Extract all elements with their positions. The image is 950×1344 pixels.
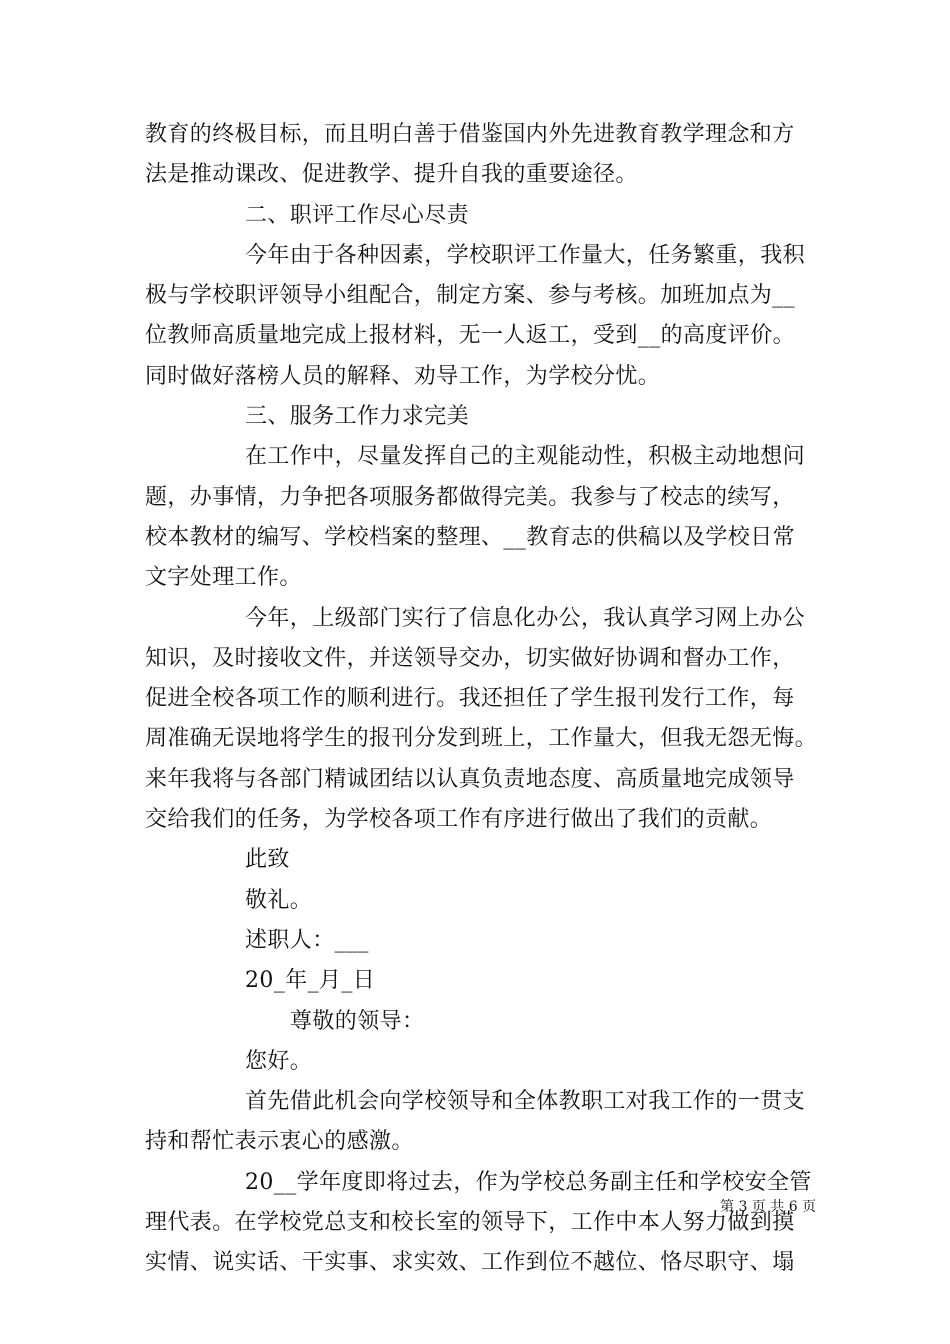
text-line: 知识，及时接收文件，并送领导交办，切实做好协调和督办工作， xyxy=(145,645,795,671)
text-line: 持和帮忙表示衷心的感激。 xyxy=(145,1129,414,1155)
salutation: 尊敬的领导： xyxy=(290,1008,425,1034)
text-line: 首先借此机会向学校领导和全体教职工对我工作的一贯支 xyxy=(245,1089,806,1115)
text-line: 来年我将与各部门精诚团结以认真负责地态度、高质量地完成领导 xyxy=(145,766,795,792)
text-line: 同时做好落榜人员的解释、劝导工作，为学校分忧。 xyxy=(145,363,661,389)
page-number: 第 3 页 共 6 页 xyxy=(720,1199,817,1215)
text-line: 校本教材的编写、学校档案的整理、__教育志的供稿以及学校日常 xyxy=(145,524,796,550)
text-line: 位教师高质量地完成上报材料，无一人返工，受到__的高度评价。 xyxy=(145,323,796,349)
signature-line: 述职人：___ xyxy=(245,927,369,953)
section-heading: 三、服务工作力求完美 xyxy=(245,404,470,430)
text-line: 理代表。在学校党总支和校长室的领导下，工作中本人努力做到摸 xyxy=(145,1210,795,1236)
closing-line: 此致 xyxy=(245,847,290,873)
text-line: 今年，上级部门实行了信息化办公，我认真学习网上办公 xyxy=(245,605,806,631)
closing-line: 敬礼。 xyxy=(245,887,313,913)
text-line: 今年由于各种因素，学校职评工作量大，任务繁重，我积 xyxy=(245,242,806,268)
text-line: 促进全校各项工作的顺利进行。我还担任了学生报刊发行工作，每 xyxy=(145,686,795,712)
text-line: 实情、说实话、干实事、求实效、工作到位不越位、恪尽职守、塌 xyxy=(145,1250,795,1276)
section-heading: 二、职评工作尽心尽责 xyxy=(245,202,470,228)
greeting: 您好。 xyxy=(245,1048,313,1074)
text-line: 法是推动课改、促进教学、提升自我的重要途径。 xyxy=(145,162,638,188)
text-line: 极与学校职评领导小组配合，制定方案、参与考核。加班加点为__ xyxy=(145,283,796,309)
text-line: 20__学年度即将过去，作为学校总务副主任和学校安全管 xyxy=(245,1169,812,1195)
text-line: 文字处理工作。 xyxy=(145,565,302,591)
text-line: 在工作中，尽量发挥自己的主观能动性，积极主动地想问 xyxy=(245,444,806,470)
text-line: 周准确无误地将学生的报刊分发到班上，工作量大，但我无怨无悔。 xyxy=(145,726,818,752)
text-line: 交给我们的任务，为学校各项工作有序进行做出了我们的贡献。 xyxy=(145,807,773,833)
document-body xyxy=(145,115,825,1284)
text-line: 题，办事情，力争把各项服务都做得完美。我参与了校志的续写， xyxy=(145,484,795,510)
text-line: 教育的终极目标，而且明白善于借鉴国内外先进教育教学理念和方 xyxy=(145,122,795,147)
date-line: 20_年_月_日 xyxy=(245,968,376,994)
